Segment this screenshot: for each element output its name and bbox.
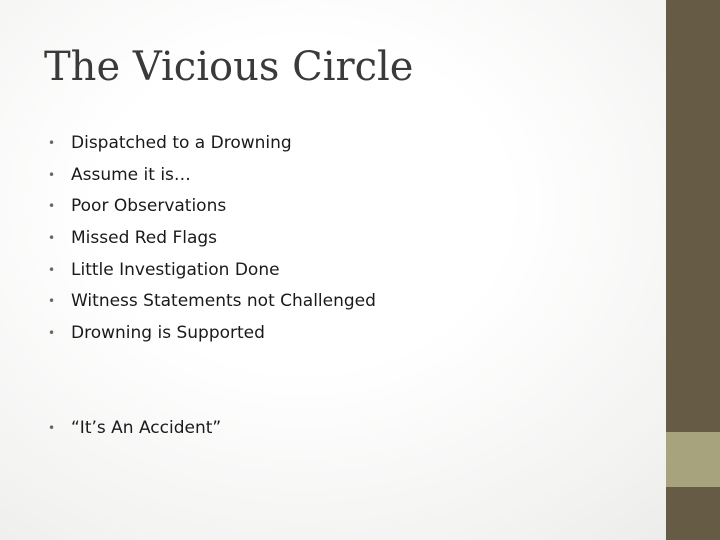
bullet-text: Poor Observations: [71, 196, 227, 217]
bullet-text: Drowning is Supported: [71, 323, 265, 344]
bullet-item: [48, 255, 376, 287]
bullet-icon: •: [48, 167, 56, 182]
bullet-icon: •: [48, 199, 56, 214]
bullet-text: Missed Red Flags: [71, 228, 218, 249]
bullet-item: [48, 191, 376, 223]
bullet-icon: •: [48, 231, 56, 246]
conclusion-item: [48, 413, 376, 445]
bullet-list: [48, 128, 376, 445]
bullet-icon: •: [48, 136, 56, 150]
bullet-text: Witness Statements not Challenged: [71, 291, 376, 312]
bullet-item: [48, 223, 376, 255]
conclusion-text: “It’s An Accident”: [71, 417, 222, 438]
bullet-icon: •: [48, 420, 56, 435]
bullet-icon: •: [48, 294, 56, 309]
bullet-icon: •: [48, 262, 56, 277]
bullet-item: [48, 318, 376, 350]
bullet-spacer: [48, 350, 376, 413]
slide-title: The Vicious Circle: [44, 44, 414, 90]
bullet-item: [48, 160, 376, 192]
bullet-icon: •: [48, 326, 56, 341]
bullet-text: Dispatched to a Drowning: [71, 133, 292, 153]
bullet-text: Assume it is…: [71, 164, 191, 185]
sidebar-accent-band: [666, 432, 720, 487]
bullet-text: Little Investigation Done: [71, 259, 280, 280]
bullet-item: [48, 286, 376, 318]
bullet-item: [48, 128, 376, 160]
